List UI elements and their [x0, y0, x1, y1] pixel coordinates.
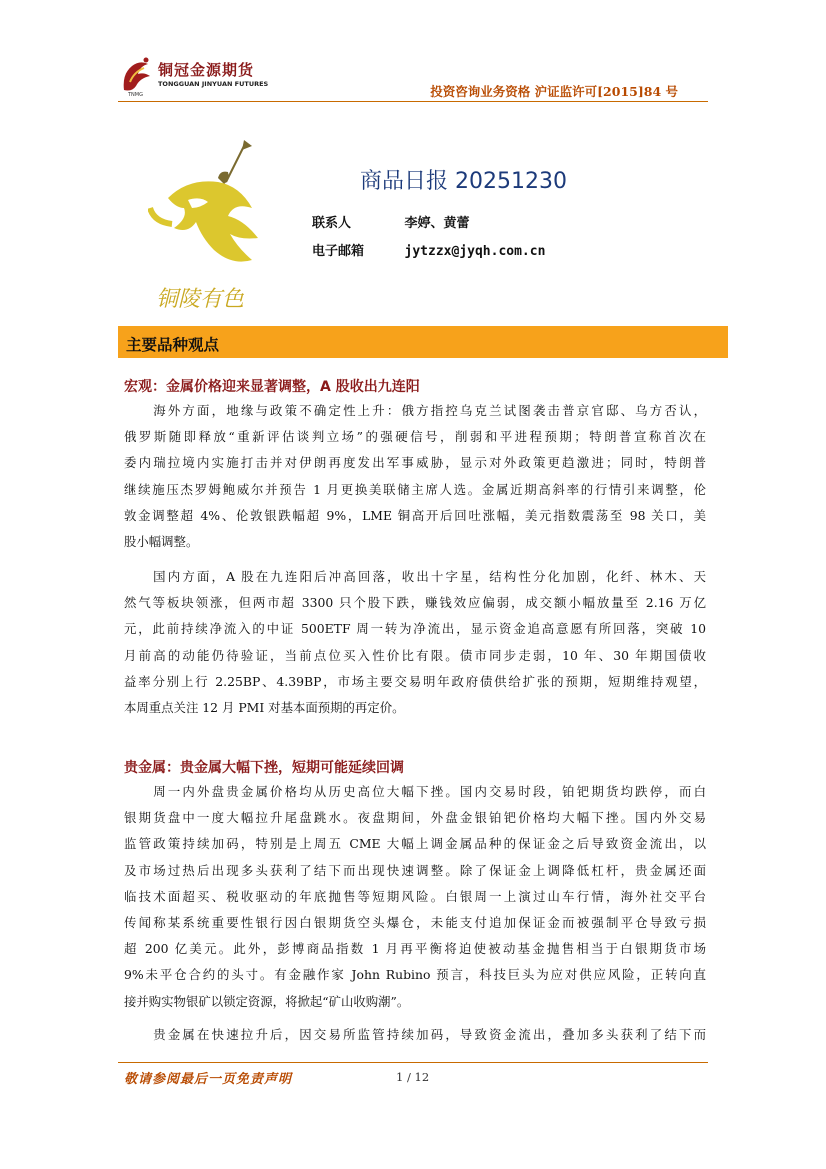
tongling-emblem-icon: [148, 138, 266, 313]
disclaimer-link: 敬请参阅最后一页免责声明: [124, 1072, 293, 1087]
company-logo-icon: [118, 52, 154, 96]
text-line: 益率分别上行 2.25BP、4.39BP，市场主要交易明年政府债供给扩张的预期，短期维持观望，: [124, 673, 706, 689]
section-title-precious-metals: 贵金属：贵金属大幅下挫，短期可能延续回调: [124, 760, 404, 776]
email-row: [312, 240, 545, 259]
page-number: 1 / 12: [396, 1070, 430, 1084]
text-line: 委内瑞拉境内实施打击并对伊朗再度发出军事威胁，显示对外政策更趋激进；同时，特朗普: [124, 455, 706, 471]
text-line: 银期货盘中一度大幅拉升尾盘跳水。夜盘期间，外盘金银铂钯价格均大幅下挫。国内外交易: [124, 810, 706, 826]
text-line: 元，此前持续净流入的中证 500ETF 周一转为净流出，显示资金追高意愿有所回落，突破 10: [124, 621, 706, 637]
text-line: 国内方面，A 股在九连阳后冲高回落，收出十字星，结构性分化加剧，化纤、林木、天: [124, 569, 706, 584]
paragraph-macro-domestic: [124, 564, 706, 721]
contact-label: 联系人: [312, 216, 352, 231]
footer-divider: [118, 1062, 708, 1063]
email-label: 电子邮箱: [312, 244, 365, 259]
report-title: 商品日报 20251230: [360, 169, 567, 194]
section-title-macro: 宏观：金属价格迎来显著调整，A 股收出九连阳: [124, 379, 420, 395]
text-line: 传闻称某系统重要性银行因白银期货空头爆仓，未能支付追加保证金而被强制平仓导致亏损: [124, 915, 706, 931]
text-line: 及市场过热后出现多头获利了结下而出现快速调整。除了保证金上调降低杠杆，贵金属还面: [124, 862, 706, 878]
paragraph-precious-metals-1: [124, 779, 706, 1015]
section-banner-title: 主要品种观点: [126, 336, 220, 354]
text-line: 临技术面超买、税收驱动的年底抛售等短期风险。白银周一上演过山车行情，海外社交平台: [124, 888, 706, 904]
text-line: 俄罗斯随即释放“重新评估谈判立场”的强硬信号，削弱和平进程预期；特朗普宣称首次在: [124, 429, 706, 445]
company-name-en: TONGGUAN JINYUAN FUTURES: [158, 80, 269, 88]
contact-value: 李婷、黄蕾: [404, 216, 470, 231]
text-line: 9%未平仓合约的头寸。有金融作家 John Rubino 预言，科技巨头为应对供应风险，正转向直: [124, 967, 706, 983]
company-abbr: TNMG: [128, 92, 143, 98]
license-text: 投资咨询业务资格 沪证监许可[2015]84 号: [430, 84, 678, 99]
text-line: 监管政策持续加码，特别是上周五 CME 大幅上调金属品种的保证金之后导致资金流出，以: [124, 836, 706, 852]
text-line: 月前高的动能仍待验证，当前点位买入性价比有限。债市同步走弱，10 年、30 年期国债收: [124, 647, 706, 663]
text-line: 接并购实物银矿以锁定资源，将掀起“矿山收购潮”。: [124, 993, 410, 1009]
text-line: 本周重点关注 12 月 PMI 对基本面预期的再定价。: [124, 700, 405, 716]
paragraph-macro-overseas: [124, 398, 706, 555]
text-line: 继续施压杰罗姆鲍威尔并预告 1 月更换美联储主席人选。金属近期高斜率的行情引来调整，伦: [124, 481, 706, 497]
contact-row: [312, 212, 470, 231]
text-line: 敦金调整超 4%、伦敦银跌幅超 9%，LME 铜高开后回吐涨幅，美元指数震荡至 98 关口，美: [124, 507, 706, 523]
text-line: 股小幅调整。: [124, 534, 199, 550]
company-name-cn: 铜冠金源期货: [158, 61, 255, 79]
text-line: 周一内外盘贵金属价格均从历史高位大幅下挫。国内交易时段，铂钯期货均跌停，而白: [124, 784, 706, 799]
text-line: 超 200 亿美元。此外，彭博商品指数 1 月再平衡将迫使被动基金抛售相当于白银期货市场: [124, 941, 706, 957]
paragraph-precious-metals-2: [124, 1022, 706, 1048]
text-line: 海外方面，地缘与政策不确定性上升：俄方指控乌克兰试图袭击普京官邸、乌方否认，: [124, 403, 706, 418]
text-line: 贵金属在快速拉升后，因交易所监管持续加码，导致资金流出，叠加多头获利了结下而: [124, 1027, 706, 1042]
email-value: jytzzx@jyqh.com.cn: [404, 244, 546, 259]
header-divider: [118, 101, 708, 102]
emblem-caption: 铜陵有色: [156, 287, 245, 312]
text-line: 然气等板块领涨，但两市超 3300 只个股下跌，赚钱效应偏弱，成交额小幅放量至 2.16 万亿: [124, 595, 706, 611]
